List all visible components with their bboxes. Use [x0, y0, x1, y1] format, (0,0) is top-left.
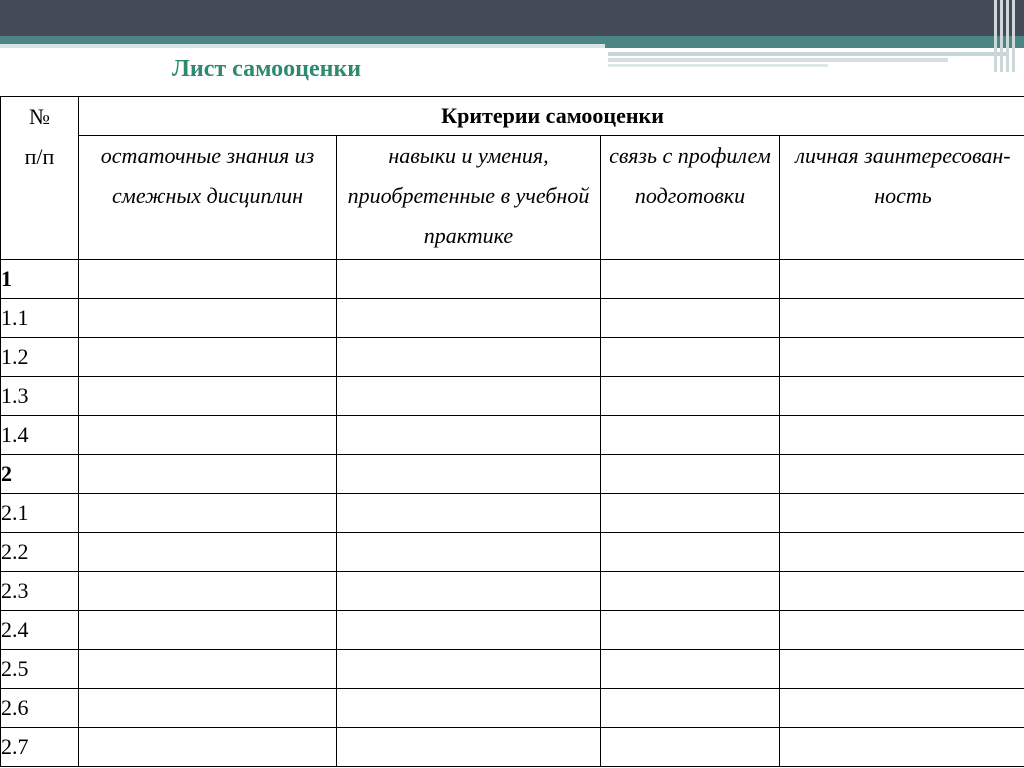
score-cell[interactable] [601, 299, 780, 338]
score-cell[interactable] [780, 416, 1024, 455]
number-sign: № [29, 104, 50, 129]
column-header-profile-link: связь с профилем подготовки [601, 136, 780, 260]
score-cell[interactable] [337, 377, 601, 416]
score-cell[interactable] [601, 260, 780, 299]
slide-title: Лист самооценки [172, 56, 362, 82]
score-cell[interactable] [79, 650, 337, 689]
table-row [1, 494, 1024, 533]
score-cell[interactable] [780, 533, 1024, 572]
decor-line [608, 52, 1008, 56]
row-number-cell: 2.1 [1, 494, 79, 533]
row-number-cell: 2.5 [1, 650, 79, 689]
score-cell[interactable] [780, 611, 1024, 650]
row-number-cell: 1.2 [1, 338, 79, 377]
row-number-cell: 2.3 [1, 572, 79, 611]
score-cell[interactable] [780, 260, 1024, 299]
score-cell[interactable] [337, 338, 601, 377]
score-cell[interactable] [337, 689, 601, 728]
score-cell[interactable] [79, 611, 337, 650]
table-body [1, 260, 1024, 767]
row-number-cell: 1.1 [1, 299, 79, 338]
score-cell[interactable] [601, 377, 780, 416]
score-cell[interactable] [79, 689, 337, 728]
header-pale-band [0, 44, 605, 48]
score-cell[interactable] [337, 611, 601, 650]
table-row [1, 611, 1024, 650]
score-cell[interactable] [79, 338, 337, 377]
table-row [1, 455, 1024, 494]
score-cell[interactable] [337, 416, 601, 455]
score-cell[interactable] [780, 455, 1024, 494]
score-cell[interactable] [780, 728, 1024, 767]
row-number-cell: 2.4 [1, 611, 79, 650]
score-cell[interactable] [601, 338, 780, 377]
score-cell[interactable] [601, 572, 780, 611]
table-row [1, 533, 1024, 572]
decor-vertical-line [1006, 0, 1009, 72]
row-number-cell: 2.7 [1, 728, 79, 767]
score-cell[interactable] [79, 416, 337, 455]
score-cell[interactable] [337, 455, 601, 494]
score-cell[interactable] [79, 728, 337, 767]
row-number-cell: 1.4 [1, 416, 79, 455]
score-cell[interactable] [79, 377, 337, 416]
header-dark-band [0, 0, 1024, 36]
score-cell[interactable] [337, 299, 601, 338]
table-row [1, 377, 1024, 416]
column-header-skills: навыки и умения, приобретенные в учебной практике [337, 136, 601, 260]
decor-line [608, 64, 828, 67]
table-row [1, 572, 1024, 611]
score-cell[interactable] [337, 728, 601, 767]
row-number-cell: 1.3 [1, 377, 79, 416]
score-cell[interactable] [780, 650, 1024, 689]
score-cell[interactable] [79, 455, 337, 494]
table-row [1, 338, 1024, 377]
row-number-cell: 2.2 [1, 533, 79, 572]
column-header-personal-interest: личная заинтересован-ность [780, 136, 1024, 260]
score-cell[interactable] [780, 494, 1024, 533]
score-cell[interactable] [79, 494, 337, 533]
table-row [1, 728, 1024, 767]
score-cell[interactable] [780, 338, 1024, 377]
row-number-cell: 1 [1, 260, 79, 299]
score-cell[interactable] [79, 533, 337, 572]
decor-vertical-line [1000, 0, 1003, 72]
score-cell[interactable] [601, 728, 780, 767]
score-cell[interactable] [780, 299, 1024, 338]
score-cell[interactable] [337, 572, 601, 611]
row-number-header [1, 97, 79, 260]
score-cell[interactable] [337, 260, 601, 299]
score-cell[interactable] [337, 533, 601, 572]
score-cell[interactable] [601, 416, 780, 455]
score-cell[interactable] [601, 650, 780, 689]
table-row [1, 299, 1024, 338]
score-cell[interactable] [780, 572, 1024, 611]
decor-line [608, 58, 948, 62]
score-cell[interactable] [601, 533, 780, 572]
criteria-header: Критерии самооценки [79, 97, 1024, 136]
table-row [1, 416, 1024, 455]
column-header-residual-knowledge: остаточные знания из смежных дисциплин [79, 136, 337, 260]
row-number-cell: 2.6 [1, 689, 79, 728]
number-abbrev: п/п [24, 144, 55, 169]
self-assessment-table [0, 96, 1024, 767]
score-cell[interactable] [780, 689, 1024, 728]
score-cell[interactable] [780, 377, 1024, 416]
score-cell[interactable] [601, 455, 780, 494]
table-row [1, 260, 1024, 299]
row-number-cell: 2 [1, 455, 79, 494]
score-cell[interactable] [337, 494, 601, 533]
decor-vertical-line [1012, 0, 1015, 72]
score-cell[interactable] [79, 260, 337, 299]
decor-vertical-line [994, 0, 997, 72]
score-cell[interactable] [337, 650, 601, 689]
table-row [1, 650, 1024, 689]
score-cell[interactable] [601, 689, 780, 728]
table-row [1, 689, 1024, 728]
score-cell[interactable] [601, 611, 780, 650]
score-cell[interactable] [79, 572, 337, 611]
score-cell[interactable] [79, 299, 337, 338]
score-cell[interactable] [601, 494, 780, 533]
